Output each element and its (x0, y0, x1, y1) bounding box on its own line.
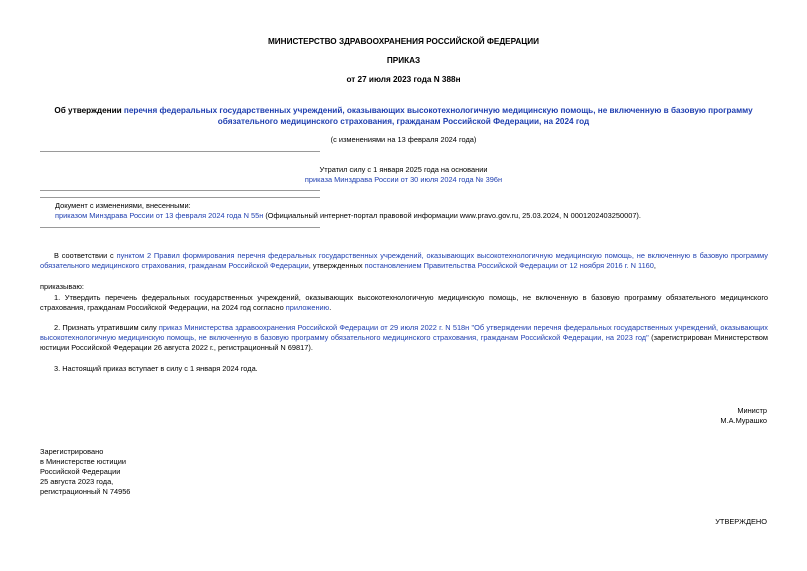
preamble-text: , (653, 261, 656, 270)
divider (40, 197, 320, 198)
ministry-heading: МИНИСТЕРСТВО ЗДРАВООХРАНЕНИЯ РОССИЙСКОЙ ФЕДЕРАЦИИ (267, 37, 540, 46)
repealed-order-link[interactable]: приказ Министерства здравоохранения Российской Федерации от 29 июля 2022 г. N 518н "Об утверждении перечня федеральных государственных учреждений, оказывающих высокотехнологичную медицинскую помощь, не включенную в базовую программу обязательного медицинского страхования, гражданам Российской Федерации, на 2023 год" (40, 323, 768, 342)
preamble-text: В соответствии с (54, 251, 117, 260)
title-prefix: Об утверждении (54, 106, 124, 115)
document-title (40, 105, 767, 127)
item-2-registration: (зарегистрирован Министерством юстиции Российской Федерации 26 августа 2022 г., регистрационный N 69817). (40, 333, 768, 352)
divider (40, 227, 320, 228)
preamble-text: , утвержденных (308, 261, 365, 270)
amendments-note: (с изменениями на 13 февраля 2024 года) (330, 135, 477, 144)
item-1-end: . (329, 303, 332, 312)
signature-name: М.А.Мурашко (720, 416, 767, 425)
signature-title: Министр (737, 406, 767, 415)
divider (40, 190, 320, 191)
item-1-text: 1. Утвердить перечень федеральных государственных учреждений, оказывающих высокотехнологичную медицинскую помощь, не включенную в базовую программу обязательного медицинского страхования, гражданам Российской Федерации, на 2024 год согласно (40, 293, 768, 312)
changes-order-link[interactable]: приказом Минздрава России от 13 февраля 2024 года N 55н (55, 211, 264, 220)
rules-link[interactable]: пунктом 2 Правил формирования перечня федеральных государственных учреждений, оказывающих высокотехнологичную медицинскую помощь, не включенную в базовую программу обязательного медицинского страхования, гражданам Российской Федерации (40, 251, 769, 270)
registration-block (40, 447, 130, 497)
title-list-link[interactable]: перечня федеральных государственных учреждений, оказывающих высокотехнологичную медицинскую помощь, не включенную в базовую программу обязательного медицинского страхования, гражданам Российской Федерации, на 2024 год (123, 106, 753, 126)
registration-line: Российской Федерации (40, 467, 121, 476)
order-word: приказываю: (40, 282, 84, 291)
registration-line: регистрационный N 74956 (40, 487, 131, 496)
document-date-number: от 27 июля 2023 года N 388н (346, 75, 461, 84)
item-2-paragraph (40, 323, 768, 353)
registration-line: в Министерстве юстиции (40, 457, 127, 466)
registration-line: 25 августа 2023 года, (40, 477, 114, 486)
item-3-paragraph: 3. Настоящий приказ вступает в силу с 1 января 2024 года. (54, 364, 258, 373)
registration-line: Зарегистрировано (40, 447, 104, 456)
changes-line (55, 211, 775, 221)
changes-label: Документ с изменениями, внесенными: (55, 201, 191, 210)
item-1-paragraph (40, 293, 768, 313)
government-decree-link[interactable]: постановлением Правительства Российской Федерации от 12 ноября 2016 г. N 1160 (364, 261, 654, 270)
changes-source: (Официальный интернет-портал правовой информации www.pravo.gov.ru, 25.03.2024, N 0001202403250007). (263, 211, 641, 220)
item-2-text: 2. Признать утратившим силу (54, 323, 159, 332)
approved-stamp-text: УТВЕРЖДЕНО (715, 517, 767, 526)
divider (40, 151, 320, 152)
lost-force-link[interactable]: приказа Минздрава России от 30 июля 2024 года № 396н (304, 175, 503, 184)
preamble-paragraph (40, 251, 768, 271)
appendix-link[interactable]: приложению (285, 303, 330, 312)
lost-force-text: Утратил силу с 1 января 2025 года на основании (319, 165, 488, 174)
document-type: ПРИКАЗ (386, 56, 421, 65)
